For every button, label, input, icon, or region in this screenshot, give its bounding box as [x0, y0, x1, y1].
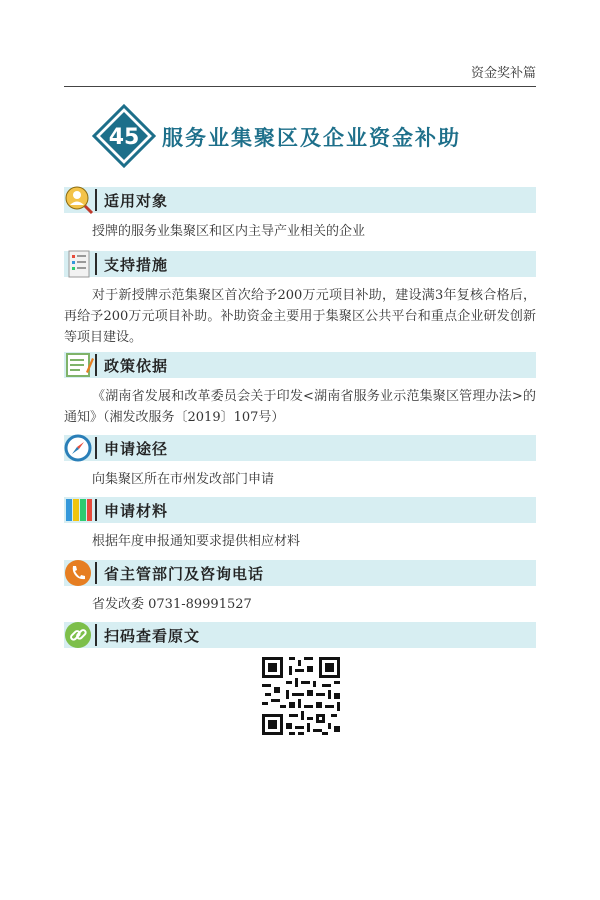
section-channel — [64, 435, 536, 490]
header-text: 资金奖补篇 — [470, 66, 536, 81]
page-header — [64, 62, 536, 87]
section-qr — [64, 622, 536, 648]
binder-icon — [64, 495, 94, 525]
person-search-icon — [64, 185, 94, 215]
section-header — [64, 352, 536, 378]
section-policy — [64, 352, 536, 428]
phone-icon — [64, 558, 94, 588]
section-title: 扫码查看原文 — [104, 627, 201, 645]
section-body: 授牌的服务业集聚区和区内主导产业相关的企业 — [92, 224, 366, 239]
section-header — [64, 497, 536, 523]
section-body: 对于新授牌示范集聚区首次给予200万元项目补助，建设满3年复核合格后，再给予200万元项目补助。补助资金主要用于集聚区公共平台和重点企业研发创新等项目建设。 — [64, 288, 536, 345]
section-title: 省主管部门及咨询电话 — [104, 565, 265, 583]
section-body: 向集聚区所在市州发改部门申请 — [92, 472, 275, 487]
section-header — [64, 251, 536, 277]
section-header — [64, 435, 536, 461]
document-pencil-icon — [64, 350, 94, 380]
title-row — [92, 104, 512, 168]
link-icon — [64, 620, 94, 650]
qr-code — [262, 657, 340, 735]
checklist-icon — [64, 249, 94, 279]
section-body: 根据年度申报通知要求提供相应材料 — [92, 534, 301, 549]
page-title: 服务业集聚区及企业资金补助 — [162, 126, 461, 150]
section-body: 省发改委 0731-89991527 — [92, 597, 252, 612]
section-header — [64, 622, 536, 648]
section-header — [64, 187, 536, 213]
section-title: 适用对象 — [104, 192, 169, 210]
section-target — [64, 187, 536, 242]
compass-icon — [64, 433, 94, 463]
title-number: 45 — [108, 125, 140, 150]
section-title: 支持措施 — [104, 256, 169, 274]
number-badge-icon — [92, 104, 156, 168]
section-title: 政策依据 — [104, 357, 169, 375]
section-materials — [64, 497, 536, 552]
section-title: 申请途径 — [104, 440, 169, 458]
section-header — [64, 560, 536, 586]
section-measures — [64, 251, 536, 348]
section-body: 《湖南省发展和改革委员会关于印发<湖南省服务业示范集聚区管理办法>的通知》（湘发改服务〔2019〕107号） — [64, 389, 536, 425]
section-title: 申请材料 — [104, 502, 169, 520]
section-contact — [64, 560, 536, 615]
